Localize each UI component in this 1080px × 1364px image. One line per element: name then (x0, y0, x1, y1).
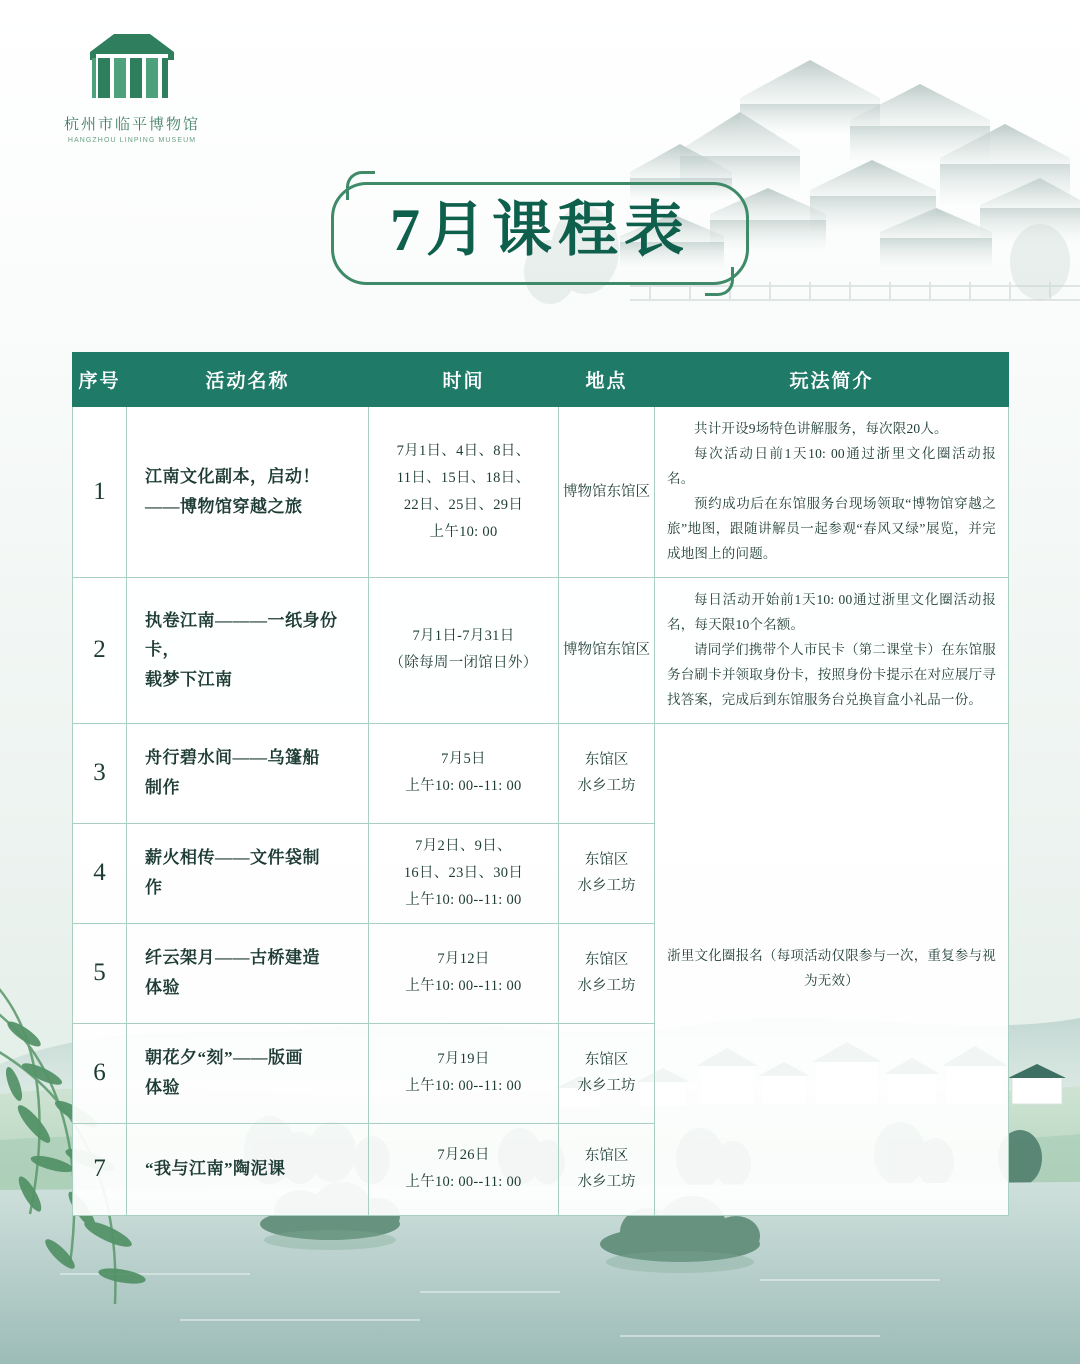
desc-line: 浙里文化圈报名（每项活动仅限参与一次，重复参与视为无效） (667, 948, 996, 989)
table-header-row (73, 353, 1009, 407)
cell-activity-name (127, 723, 369, 823)
cell-no: 7 (73, 1123, 127, 1215)
time-line: 11日、15日、18日、 (396, 470, 531, 487)
name-line: 载梦下江南 (145, 670, 233, 690)
cell-activity-name (127, 1123, 369, 1215)
cell-place (559, 723, 655, 823)
name-line: 体验 (145, 978, 180, 998)
cell-description (655, 407, 1009, 578)
name-line: 体验 (145, 1078, 180, 1098)
cell-no: 2 (73, 577, 127, 723)
cell-activity-name (127, 407, 369, 578)
page-title-frame (331, 182, 749, 285)
name-line: 舟行碧水间——乌篷船 (145, 748, 320, 768)
time-line: 16日、23日、30日 (403, 864, 524, 881)
cell-time (369, 1023, 559, 1123)
cell-place (559, 823, 655, 923)
cell-description (655, 577, 1009, 723)
desc-line: 每次活动日前1天10: 00通过浙里文化圈活动报名。 (667, 445, 996, 486)
time-line: 上午10: 00 (429, 523, 498, 540)
cell-no: 1 (73, 407, 127, 578)
time-line: 上午10: 00--11: 00 (405, 778, 522, 795)
column-header-name: 活动名称 (127, 353, 369, 407)
column-header-no: 序号 (73, 353, 127, 407)
time-line: 上午10: 00--11: 00 (405, 1078, 522, 1095)
cell-no: 5 (73, 923, 127, 1023)
name-line: 朝花夕“刻”——版画 (145, 1048, 303, 1068)
time-line: 上午10: 00--11: 00 (405, 978, 522, 995)
place-line: 东馆区 (584, 1052, 629, 1069)
time-line: 7月26日 (437, 1147, 490, 1164)
time-line: 7月2日、9日、 (415, 837, 512, 854)
cell-time (369, 1123, 559, 1215)
column-header-time: 时间 (369, 353, 559, 407)
desc-line: 每日活动开始前1天10: 00通过浙里文化圈活动报名，每天限10个名额。 (667, 591, 996, 632)
name-line: 江南文化副本，启动！ (145, 467, 320, 487)
cell-activity-name (127, 577, 369, 723)
name-line: 执卷江南———一纸身份卡， (145, 610, 338, 660)
place-line: 水乡工坊 (577, 1174, 636, 1191)
cell-time (369, 407, 559, 578)
museum-building-icon (84, 30, 180, 100)
cell-place (559, 923, 655, 1023)
desc-line: 请同学们携带个人市民卡（第二课堂卡）在东馆服务台刷卡并领取身份卡，按照身份卡提示在对应展厅寻找答案，完成后到东馆服务台兑换盲盒小礼品一份。 (667, 641, 996, 707)
cell-place (559, 577, 655, 723)
cell-activity-name (127, 1023, 369, 1123)
place-line: 水乡工坊 (577, 878, 636, 895)
name-line: 纤云架月——古桥建造 (145, 948, 320, 968)
cell-time (369, 723, 559, 823)
column-header-place: 地点 (559, 353, 655, 407)
place-line: 东馆区 (584, 1148, 629, 1165)
time-line: 7月1日-7月31日 (412, 628, 515, 645)
time-line: 22日、25日、29日 (403, 496, 524, 513)
table-row (73, 723, 1009, 823)
cell-place (559, 407, 655, 578)
page-title-wrapper (0, 182, 1080, 285)
place-line: 水乡工坊 (577, 778, 636, 795)
table-row (73, 407, 1009, 578)
place-line: 水乡工坊 (577, 1078, 636, 1095)
time-line: 7月1日、4日、8日、 (396, 443, 531, 460)
schedule-table-wrapper (72, 352, 1008, 1216)
name-line: ——博物馆穿越之旅 (145, 496, 303, 516)
cell-place (559, 1023, 655, 1123)
cell-no: 4 (73, 823, 127, 923)
column-header-desc: 玩法简介 (655, 353, 1009, 407)
schedule-table (72, 352, 1009, 1216)
desc-line: 共计开设9场特色讲解服务，每次限20人。 (694, 421, 948, 436)
time-line: 上午10: 00--11: 00 (405, 1174, 522, 1191)
time-line: 7月5日 (441, 751, 486, 768)
logo-name-en: HANGZHOU LINPING MUSEUM (67, 137, 197, 144)
time-line: 7月12日 (437, 951, 490, 968)
name-line: 制作 (145, 778, 180, 798)
place-line: 水乡工坊 (577, 978, 636, 995)
museum-logo (52, 30, 212, 144)
table-row (73, 577, 1009, 723)
logo-name-cn: 杭州市临平博物馆 (63, 117, 200, 133)
cell-no: 6 (73, 1023, 127, 1123)
time-line: （除每周一闭馆日外） (389, 655, 538, 672)
place-line: 东馆区 (584, 952, 629, 969)
name-line: “我与江南”陶泥课 (145, 1159, 286, 1179)
cell-description-merged (655, 723, 1009, 1215)
place-line: 博物馆东馆区 (563, 483, 650, 500)
time-line: 7月19日 (437, 1051, 490, 1068)
place-line: 东馆区 (584, 852, 629, 869)
place-line: 东馆区 (584, 752, 629, 769)
page-title: 7月课程表 (390, 197, 690, 263)
desc-line: 预约成功后在东馆服务台现场领取“博物馆穿越之旅”地图，跟随讲解员一起参观“春风又绿”展览，并完成地图上的问题。 (667, 495, 996, 561)
name-line: 薪火相传——文件袋制 (145, 848, 320, 868)
cell-activity-name (127, 823, 369, 923)
place-line: 博物馆东馆区 (563, 642, 650, 659)
cell-no: 3 (73, 723, 127, 823)
cell-place (559, 1123, 655, 1215)
cell-activity-name (127, 923, 369, 1023)
cell-time (369, 823, 559, 923)
cell-time (369, 923, 559, 1023)
name-line: 作 (145, 878, 163, 898)
time-line: 上午10: 00--11: 00 (405, 891, 522, 908)
cell-time (369, 577, 559, 723)
